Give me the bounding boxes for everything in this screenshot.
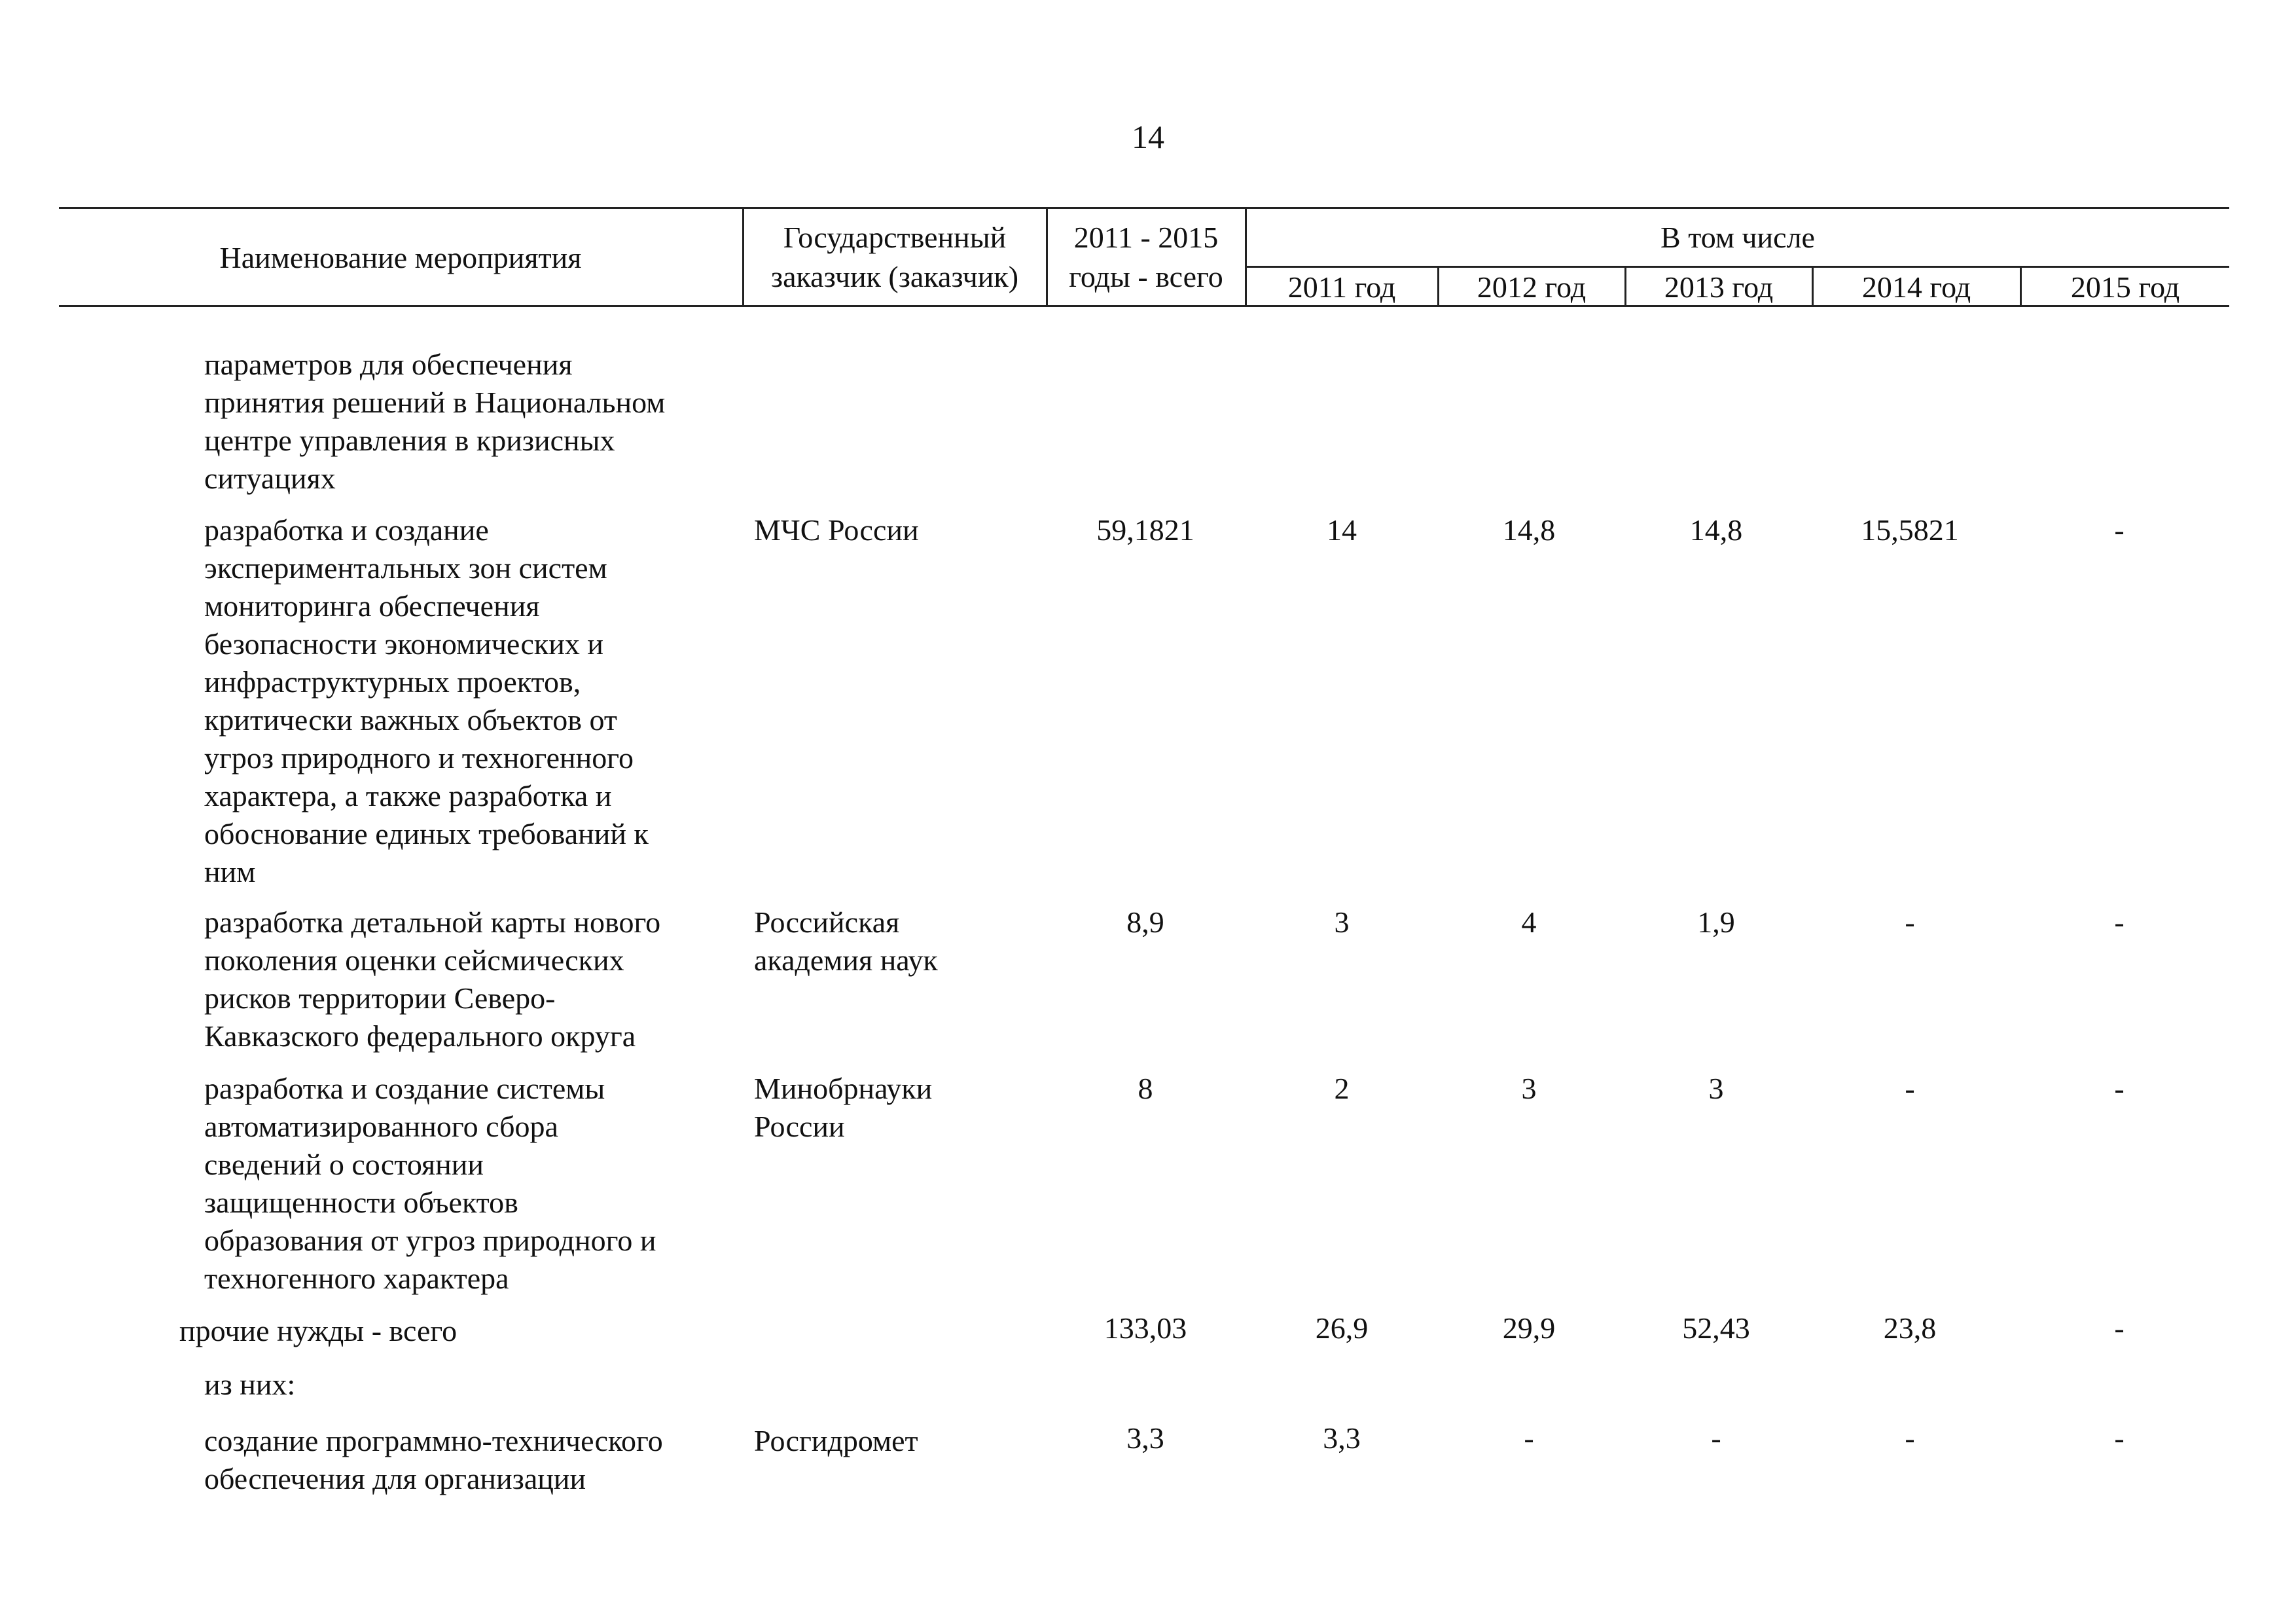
row-0-name [204, 346, 665, 498]
row-0-name-line: принятия решений в Национальном [204, 386, 666, 419]
header-customer-line1: Государственный [783, 221, 1007, 254]
row-4-2014: 23,8 [1883, 1311, 1937, 1345]
row-1-name-line: критически важных объектов от [204, 703, 618, 737]
row-3-name [204, 1070, 656, 1298]
row-4-2015: - [2114, 1311, 2125, 1345]
row-4-2013: 52,43 [1682, 1311, 1750, 1345]
row-6-2011: 3,3 [1323, 1421, 1361, 1455]
row-2-2014: - [1905, 905, 1915, 939]
row-3-2011: 2 [1334, 1072, 1350, 1105]
header-year-2015: 2015 год [2070, 270, 2180, 304]
row-6-total: 3,3 [1126, 1421, 1164, 1455]
row-1-name [204, 511, 649, 891]
row-4-2011: 26,9 [1315, 1311, 1369, 1345]
row-3-customer [754, 1070, 932, 1146]
row-4-2012: 29,9 [1502, 1311, 1556, 1345]
header-year-2011: 2011 год [1287, 270, 1396, 304]
subheader-rule [1245, 266, 2229, 268]
row-3-name-line: сведений о состоянии [204, 1148, 484, 1181]
row-2-name-line: разработка детальной карты нового [204, 905, 661, 939]
row-1-2015: - [2114, 513, 2125, 547]
row-3-customer-line: Минобрнауки [754, 1072, 933, 1105]
row-3-2012: 3 [1521, 1072, 1537, 1105]
row-2-customer-line: академия наук [754, 943, 938, 977]
row-1-2012: 14,8 [1502, 513, 1556, 547]
row-6-2014: - [1905, 1421, 1915, 1455]
row-1-customer-line: МЧС России [754, 513, 919, 547]
row-1-name-line: обоснование единых требований к [204, 817, 649, 850]
row-6-2013: - [1711, 1421, 1721, 1455]
header-customer-line2: заказчик (заказчик) [770, 260, 1019, 293]
row-0-name-line: центре управления в кризисных [204, 424, 615, 457]
row-1-name-line: разработка и создание [204, 513, 489, 547]
header-year-2013: 2013 год [1664, 270, 1774, 304]
row-1-name-line: инфраструктурных проектов, [204, 665, 581, 699]
row-1-customer [754, 511, 919, 549]
row-3-2014: - [1905, 1072, 1915, 1105]
header-total-line2: годы - всего [1069, 260, 1223, 293]
row-2-customer-line: Российская [754, 905, 900, 939]
row-6-customer [754, 1422, 918, 1460]
row-2-name [204, 903, 660, 1055]
row-4-total: 133,03 [1103, 1311, 1187, 1345]
row-6-name [204, 1422, 663, 1498]
row-1-name-line: безопасности экономических и [204, 627, 603, 661]
row-3-total: 8 [1138, 1072, 1153, 1105]
row-3-customer-line: России [754, 1110, 845, 1143]
row-1-name-line: мониторинга обеспечения [204, 589, 540, 623]
row-5-name [204, 1366, 295, 1404]
row-6-name-line: обеспечения для организации [204, 1462, 586, 1495]
row-6-name-line: создание программно-технического [204, 1424, 663, 1457]
row-3-2013: 3 [1708, 1072, 1724, 1105]
row-6-2012: - [1524, 1421, 1534, 1455]
header-year-2012: 2012 год [1477, 270, 1587, 304]
row-1-name-line: характера, а также разработка и [204, 779, 612, 812]
header-including: В том числе [1660, 221, 1815, 254]
row-1-2014: 15,5821 [1861, 513, 1959, 547]
row-3-name-line: защищенности объектов [204, 1186, 518, 1219]
row-4-name-line: прочие нужды - всего [179, 1314, 457, 1347]
header-name: Наименование мероприятия [219, 241, 582, 274]
row-3-name-line: образования от угроз природного и [204, 1224, 656, 1257]
row-3-name-line: автоматизированного сбора [204, 1110, 558, 1143]
table-top-rule [59, 207, 2229, 209]
row-3-2015: - [2114, 1072, 2125, 1105]
row-2-name-line: рисков территории Северо- [204, 981, 556, 1015]
page-number: 14 [1132, 119, 1164, 155]
row-2-name-line: поколения оценки сейсмических [204, 943, 624, 977]
row-2-2015: - [2114, 905, 2125, 939]
header-total-line1: 2011 - 2015 [1073, 221, 1219, 254]
row-2-2011: 3 [1334, 905, 1350, 939]
row-5-name-line: из них: [204, 1368, 296, 1401]
row-2-name-line: Кавказского федерального округа [204, 1019, 636, 1053]
row-1-total: 59,1821 [1096, 513, 1194, 547]
row-2-customer [754, 903, 938, 979]
row-1-name-line: экспериментальных зон систем [204, 551, 607, 585]
row-4-name [179, 1312, 457, 1350]
row-1-name-line: угроз природного и техногенного [204, 741, 634, 775]
row-0-name-line: ситуациях [204, 462, 336, 495]
row-6-2015: - [2114, 1421, 2125, 1455]
row-6-customer-line: Росгидромет [754, 1424, 918, 1457]
row-3-name-line: разработка и создание системы [204, 1072, 605, 1105]
row-1-name-line: ним [204, 855, 256, 888]
header-year-2014: 2014 год [1861, 270, 1971, 304]
row-0-name-line: параметров для обеспечения [204, 348, 573, 381]
row-2-total: 8,9 [1126, 905, 1164, 939]
row-2-2013: 1,9 [1697, 905, 1735, 939]
row-2-2012: 4 [1521, 905, 1537, 939]
row-3-name-line: техногенного характера [204, 1262, 509, 1295]
row-1-2013: 14,8 [1689, 513, 1743, 547]
row-1-2011: 14 [1327, 513, 1357, 547]
